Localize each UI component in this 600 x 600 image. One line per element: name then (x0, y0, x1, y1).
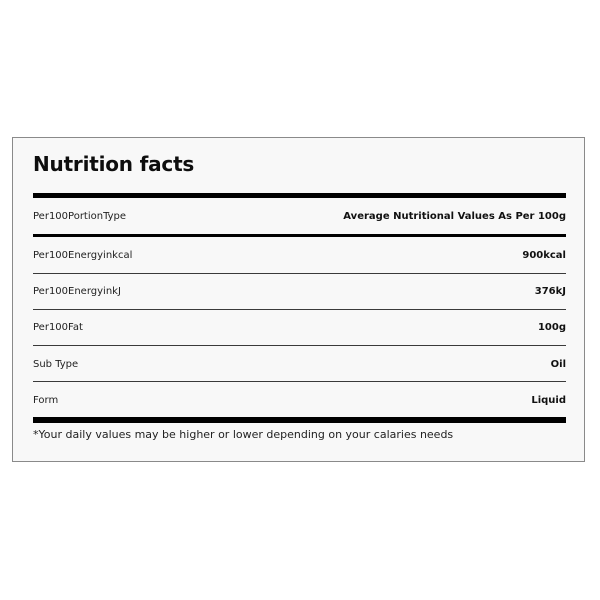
nutrition-row-label: Per100Fat (33, 321, 83, 333)
nutrition-row-label: Per100EnergyinkJ (33, 285, 121, 297)
title-divider (33, 193, 566, 198)
row-divider (33, 309, 566, 310)
nutrition-row (33, 283, 566, 299)
nutrition-row-value: 100g (537, 321, 566, 333)
daily-values-footnote: *Your daily values may be higher or lower depending on your calaries needs (33, 428, 454, 441)
nutrition-row-label: Per100PortionType (33, 210, 127, 222)
footer-divider (33, 417, 566, 423)
nutrition-row-value: 900kcal (522, 249, 566, 261)
nutrition-row-value: Liquid (531, 394, 566, 406)
nutrition-row (33, 247, 566, 263)
nutrition-row (33, 319, 566, 335)
nutrition-row (33, 392, 566, 408)
nutrition-row-label: Sub Type (33, 358, 79, 370)
nutrition-row-label: Per100Energyinkcal (33, 249, 133, 261)
nutrition-row-value: 376kJ (534, 285, 566, 297)
nutrition-row-label: Form (33, 394, 59, 406)
row-divider (33, 381, 566, 382)
nutrition-row (33, 208, 566, 224)
nutrition-facts-panel (12, 137, 585, 462)
nutrition-row-value: Oil (550, 358, 566, 370)
header-divider (33, 234, 566, 237)
nutrition-row-value: Average Nutritional Values As Per 100g (343, 210, 566, 222)
row-divider (33, 345, 566, 346)
nutrition-title: Nutrition facts (33, 152, 195, 176)
nutrition-row (33, 356, 566, 372)
row-divider (33, 273, 566, 274)
